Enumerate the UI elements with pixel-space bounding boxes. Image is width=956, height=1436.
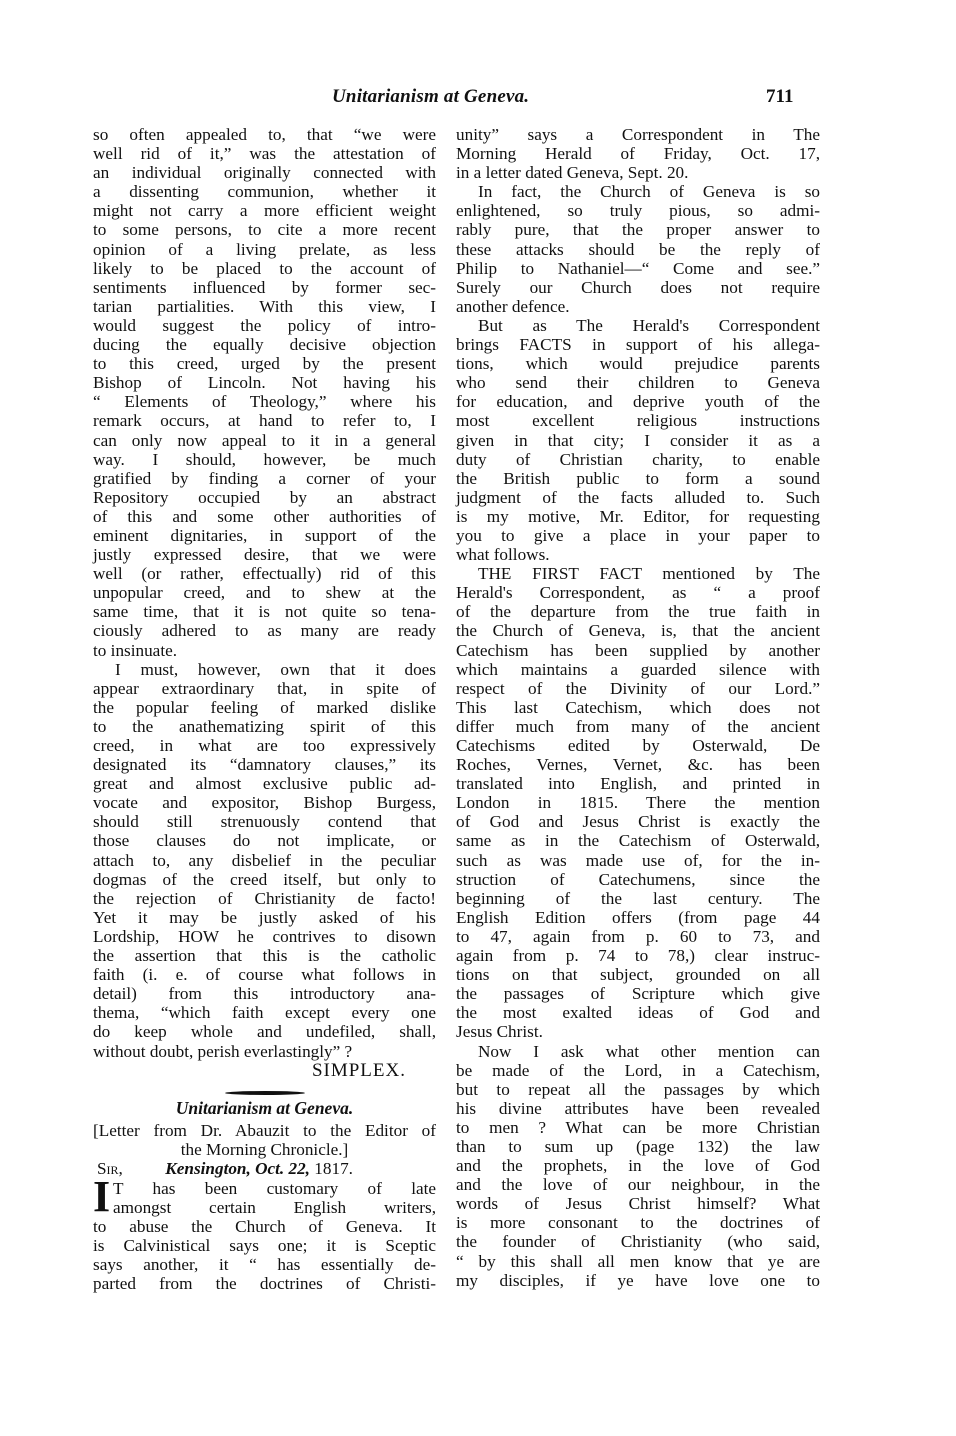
text-line: who send their children to Geneva (456, 373, 820, 393)
text-line: eminent dignitaries, in support of the (93, 525, 436, 545)
text-line: most excellent religious instructions (456, 411, 820, 431)
text-line: brings FACTS in support of his allega- (456, 335, 820, 355)
text-line: for education, and deprive youth of the (456, 392, 820, 412)
text-line: and the prophets, in the love of God (456, 1156, 820, 1176)
paragraph (93, 125, 436, 660)
text-line: attach to, any disbelief in the peculiar (93, 850, 436, 870)
text-line: creed, in what are too expressively (93, 736, 436, 755)
text-line: same time, that it is not quite so tena- (93, 602, 436, 622)
text-line: Jesus Christ. (456, 1022, 543, 1042)
text-line: well (or rather, effectually) rid of this (93, 564, 436, 584)
text-line: But as The Herald's Correspondent (478, 315, 820, 335)
text-line: to abuse the Church of Geneva. It (93, 1216, 436, 1236)
text-line: without doubt, perish everlastingly” ? (93, 1041, 353, 1061)
text-line: detail) from this introductory ana- (93, 984, 436, 1004)
text-line: respect of the Divinity of our Lord.” (456, 678, 820, 698)
text-line: is my motive, Mr. Editor, for requesting (456, 506, 820, 526)
text-line: differ much from many of the ancient (456, 716, 820, 736)
text-line: to some persons, to cite a more recent (93, 220, 436, 240)
text-line: “ by this shall all men know that ye are (456, 1251, 820, 1271)
text-line: to insinuate. (93, 640, 178, 660)
text-line: an individual originally connected with (93, 163, 436, 183)
text-line: my disciples, if ye have love one to (456, 1270, 820, 1290)
running-title: Unitarianism at Geneva. (332, 86, 530, 107)
text-line: Yet it may be justly asked of his (93, 907, 436, 927)
text-line: well rid of it,” was the attestation of (93, 144, 436, 164)
text-line: the passages of Scripture which give (456, 984, 820, 1004)
text-line: amongst certain English writers, (113, 1197, 436, 1217)
text-line: duty of Christian charity, to enable (456, 449, 820, 469)
text-line: thema, “which faith except every one (93, 1003, 436, 1023)
paragraph (456, 182, 820, 316)
text-line: should still strenuously contend that (93, 812, 436, 832)
text-line: Surely our Church does not require (456, 277, 820, 297)
text-line: so often appealed to, that “we were (93, 125, 436, 144)
text-line: to 47, again from p. 60 to 73, and (456, 926, 820, 946)
text-line: Herald's Correspondent, as “ a proof (456, 583, 820, 603)
text-line: you to give a place in your paper to (456, 525, 820, 545)
text-line: words of Jesus Christ himself? What (456, 1194, 820, 1214)
text-line: great and almost exclusive public ad- (93, 774, 436, 794)
text-line: designated its “damnatory clauses,” its (93, 755, 436, 775)
article-title: Unitarianism at Geneva. (175, 1097, 354, 1118)
paragraph (456, 1042, 820, 1290)
text-line: in a letter dated Geneva, Sept. 20. (456, 163, 689, 183)
page-header (0, 86, 956, 116)
text-line: THE FIRST FACT mentioned by The (478, 564, 820, 584)
text-line: can only now appeal to it in a general (93, 430, 436, 450)
text-line: parted from the doctrines of Christi- (93, 1274, 436, 1294)
text-line: beginning of the last century. The (456, 888, 820, 908)
page-number: 711 (766, 86, 794, 107)
text-line: of God and Jesus Christ is exactly the (456, 812, 820, 832)
text-line: than to sum up (page 132) the law (456, 1136, 820, 1156)
text-line: London in 1815. There the mention (456, 793, 820, 813)
right-column (456, 125, 820, 1290)
text-line: be made of the Lord, in a Catechism, (456, 1060, 820, 1080)
place-date: Kensington, Oct. 22, (165, 1158, 310, 1178)
text-line: sentiments influenced by former sec- (93, 277, 436, 297)
text-line: tarian partialities. With this view, I (93, 296, 436, 316)
text-line: Bishop of Lincoln. Not having his (93, 373, 436, 393)
paragraph (456, 316, 820, 564)
text-line: opinion of a living prelate, as less (93, 239, 436, 259)
text-line: judgment of the facts alluded to. Such (456, 487, 820, 507)
text-line: Catechism has been supplied by another (456, 640, 820, 660)
text-line: of this and some other authorities of (93, 506, 436, 526)
text-line: gratified by finding a corner of your (93, 468, 436, 488)
text-line: the assertion that this is the catholic (93, 946, 436, 966)
text-line: of the departure from the true faith in (456, 602, 820, 622)
paragraph (93, 1171, 436, 1294)
text-line: Catechisms edited by Osterwald, De (456, 736, 820, 755)
text-line: Philip to Nathaniel—“ Come and see.” (456, 258, 820, 278)
text-line: the founder of Christianity (who said, (456, 1232, 820, 1252)
text-line: do keep whole and undefiled, shall, (93, 1022, 436, 1042)
text-line: unpopular creed, and to shew at the (93, 583, 436, 603)
text-line: to men ? What can be more Christian (456, 1117, 820, 1137)
text-line: the Church of Geneva, is, that the ancient (456, 621, 820, 641)
text-line: says another, it “ has essentially de- (93, 1255, 436, 1275)
salutation: Sir, (97, 1158, 123, 1178)
text-line: Roches, Vernes, Vernet, &c. has been (456, 755, 820, 775)
text-line: ciously adhered to as many are ready (93, 621, 436, 641)
text-line: those clauses do not implicate, or (93, 831, 436, 851)
text-line: I must, however, own that it does (115, 659, 436, 679)
text-line: Repository occupied by an abstract (93, 487, 436, 507)
text-line: Now I ask what other mention can (478, 1041, 820, 1061)
text-line: such as was made use of, for the in- (456, 850, 820, 870)
text-line: Lordship, HOW he contrives to disown (93, 926, 436, 946)
text-line: remark occurs, at hand to refer to, I (93, 411, 436, 431)
text-line: In fact, the Church of Geneva is so (478, 182, 820, 202)
text-line: enlightened, so truly pious, so admi- (456, 201, 820, 221)
text-line: struction of Catechumens, since the (456, 869, 820, 889)
article-subtitle: [Letter from Dr. Abauzit to the Editor of (93, 1120, 436, 1140)
text-line: English Edition offers (from page 44 (456, 907, 820, 927)
text-line: his divine attributes have been revealed (456, 1098, 820, 1118)
text-line: a dissenting communion, whether it (93, 182, 436, 202)
text-line: translated into English, and printed in (456, 774, 820, 794)
text-line: but to repeat all the passages by which (456, 1079, 820, 1099)
text-line: vocate and expositor, Bishop Burgess, (93, 793, 436, 813)
article-subtitle: the Morning Chronicle.] (180, 1139, 349, 1159)
text-line: “ Elements of Theology,” where his (93, 392, 436, 412)
section-divider (225, 1091, 305, 1095)
text-line: T has been customary of late (113, 1178, 436, 1198)
text-line: the popular feeling of marked dislike (93, 697, 436, 717)
text-line: is Calvinistical says one; it is Sceptic (93, 1235, 436, 1255)
text-line: the most exalted ideas of God and (456, 1003, 820, 1023)
text-line: which maintains a guarded silence with (456, 659, 820, 679)
text-line: to the anathematizing spirit of this (93, 716, 436, 736)
text-line: justly expressed desire, that we were (93, 545, 436, 565)
signature: SIMPLEX. (311, 1059, 406, 1081)
text-line: would suggest the policy of intro- (93, 315, 436, 335)
text-line: tions on that subject, grounded on all (456, 965, 820, 985)
text-line: and the love of our neighbour, in the (456, 1175, 820, 1195)
year: 1817. (314, 1158, 353, 1178)
text-line: is more consonant to the doctrines of (456, 1213, 820, 1233)
drop-cap: I (93, 1171, 111, 1221)
text-line: likely to be placed to the account of (93, 258, 436, 278)
dateline (93, 1159, 436, 1179)
text-line: unity” says a Correspondent in The (456, 125, 820, 144)
text-line: way. I should, however, be much (93, 449, 436, 469)
text-line: the British public to form a sound (456, 468, 820, 488)
text-line: ducing the equally decisive objection (93, 335, 436, 355)
text-line: to this creed, urged by the present (93, 354, 436, 374)
text-line: appear extraordinary that, in spite of (93, 678, 436, 698)
text-line: Morning Herald of Friday, Oct. 17, (456, 144, 820, 164)
text-line: these attacks should be the reply of (456, 239, 820, 259)
text-line: dogmas of the creed itself, but only to (93, 869, 436, 889)
text-line: This last Catechism, which does not (456, 697, 820, 717)
text-line: another defence. (456, 296, 570, 316)
paragraph (93, 660, 436, 1061)
text-line: given in that city; I consider it as a (456, 430, 820, 450)
text-line: same as in the Catechism of Osterwald, (456, 831, 820, 851)
left-column (93, 125, 436, 1293)
paragraph (456, 564, 820, 1041)
text-line: rably pure, that the proper answer to (456, 220, 820, 240)
text-line: again from p. 74 to 78,) clear instruc- (456, 946, 820, 966)
text-line: the rejection of Christianity de facto! (93, 888, 436, 908)
text-line: tions, which would prejudice parents (456, 354, 820, 374)
text-line: might not carry a more efficient weight (93, 201, 436, 221)
text-line: faith (i. e. of course what follows in (93, 965, 436, 985)
paragraph (456, 125, 820, 182)
text-line: what follows. (456, 545, 550, 565)
